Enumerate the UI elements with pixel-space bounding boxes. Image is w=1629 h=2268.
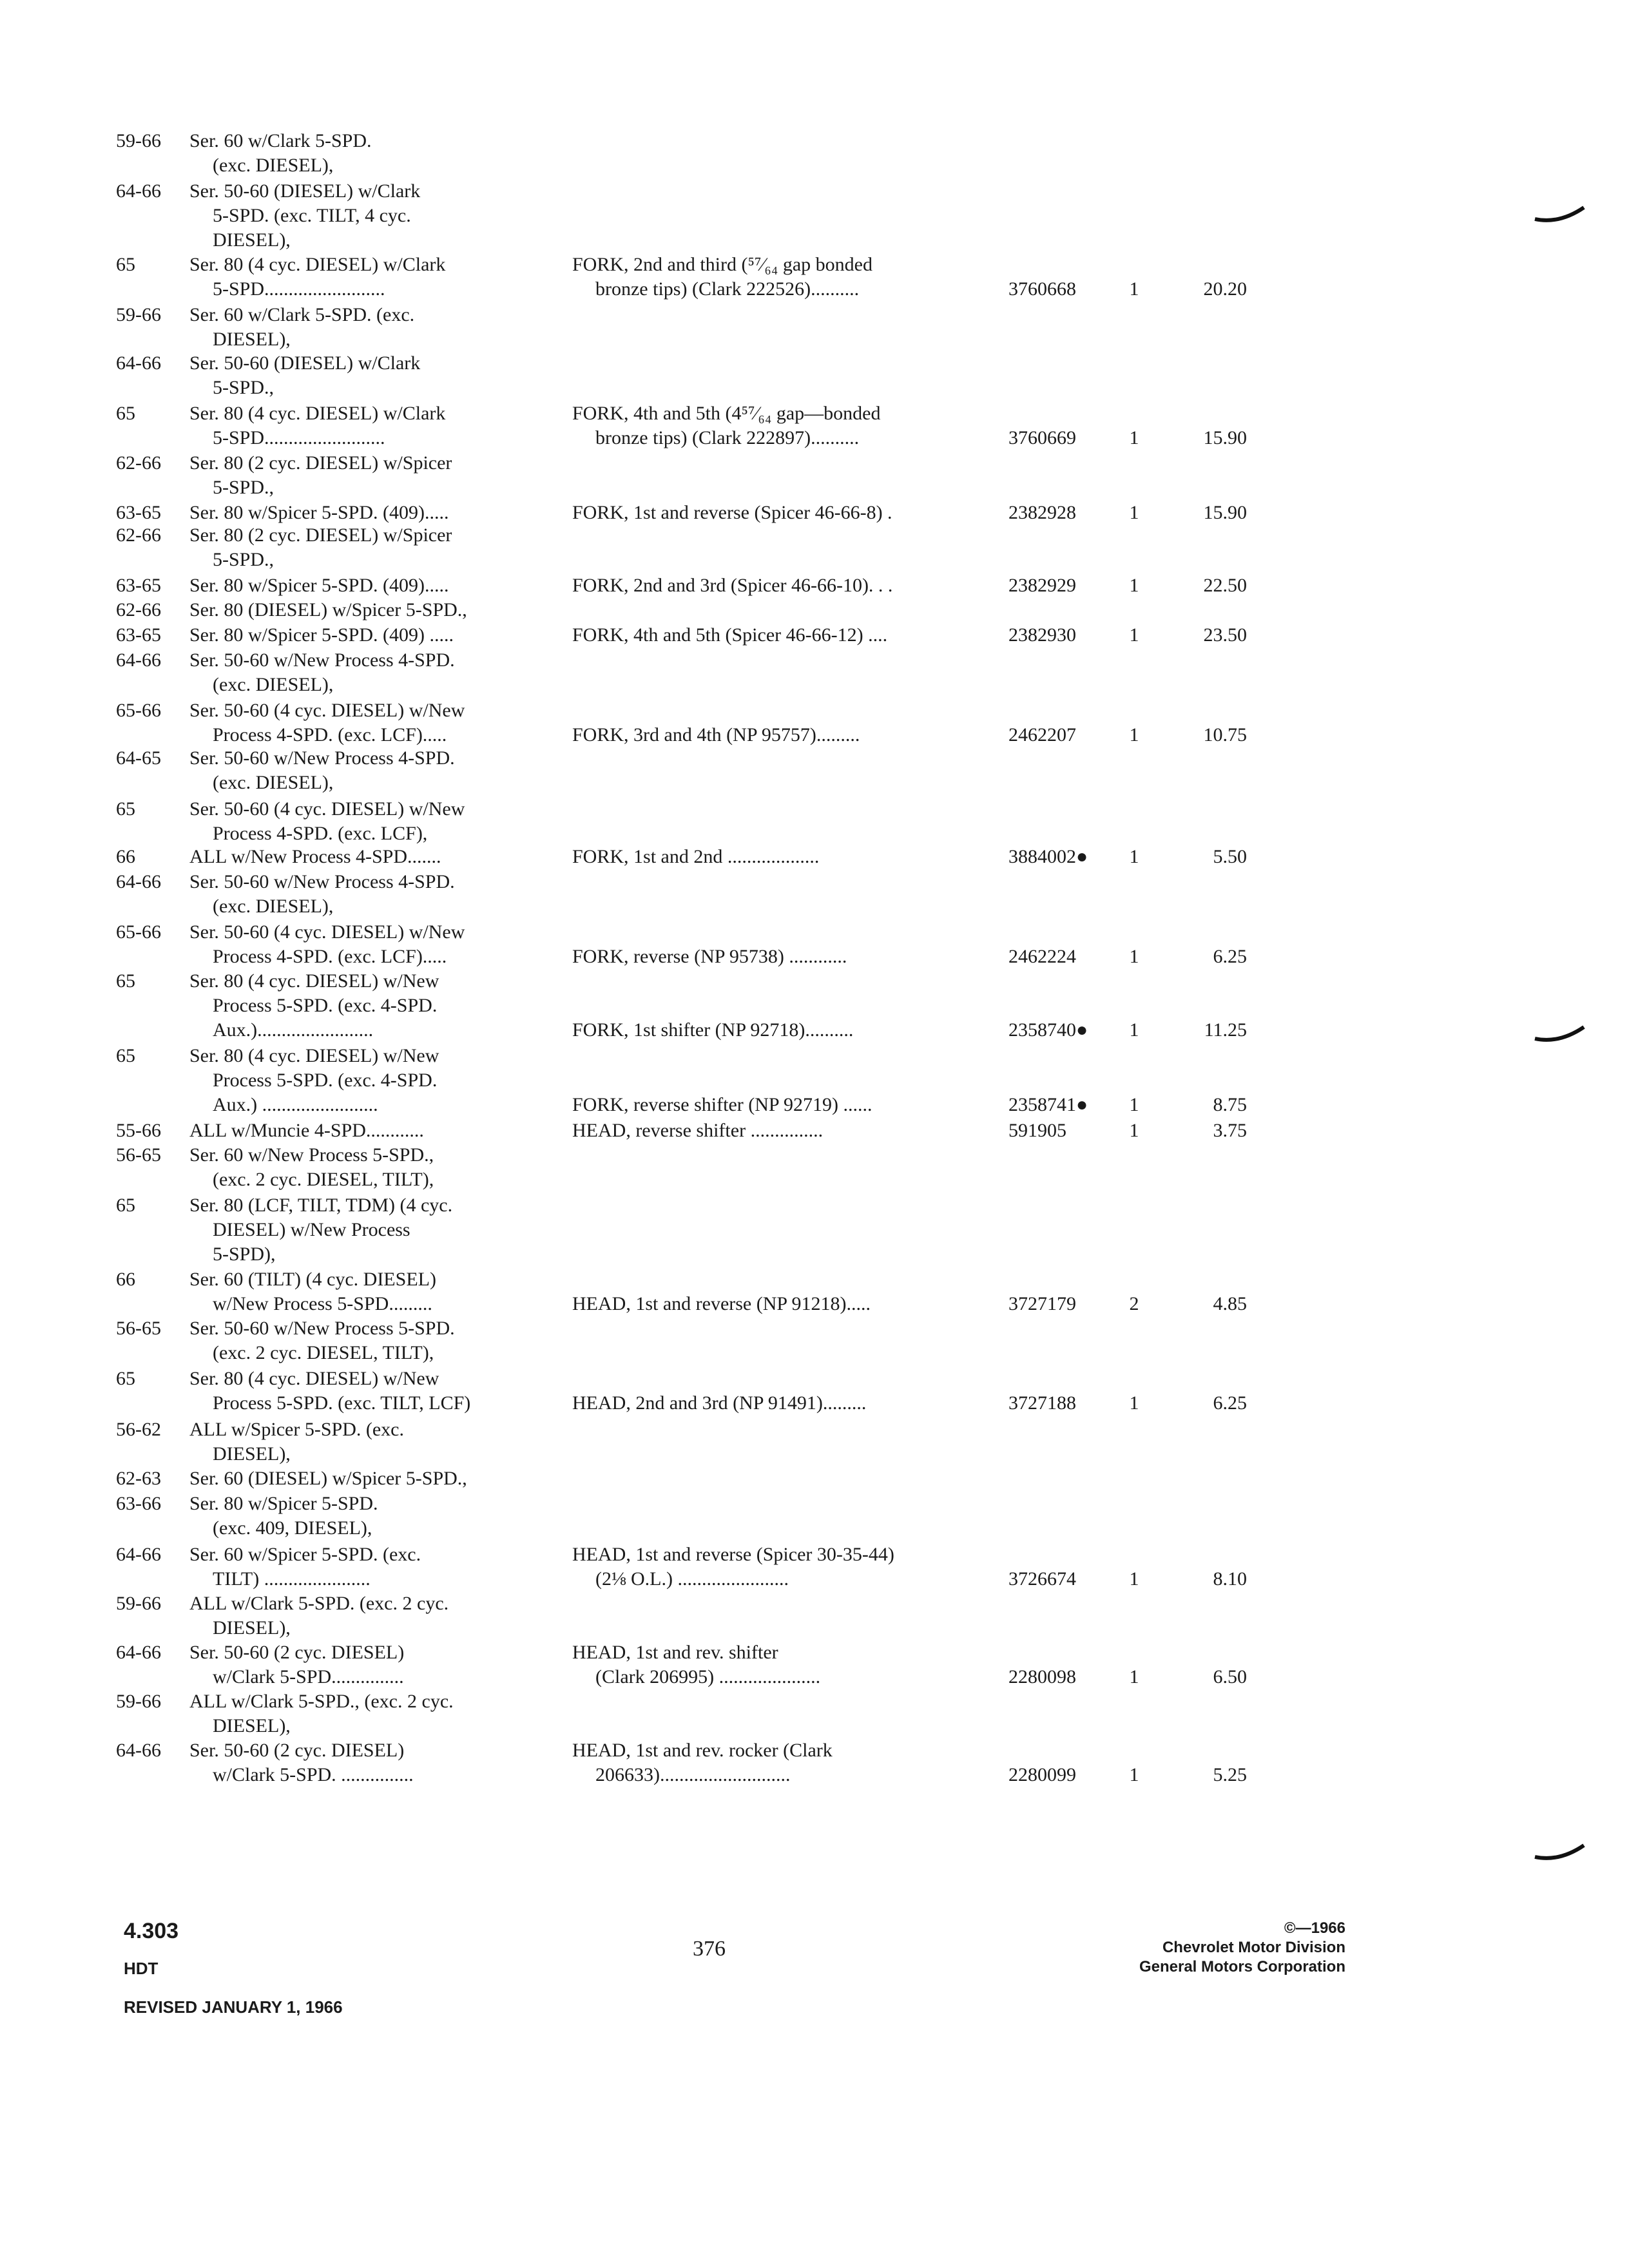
application-text: Ser. 80 (2 cyc. DIESEL) w/Spicer xyxy=(189,524,452,546)
application-text: DIESEL), xyxy=(213,1443,291,1465)
list-price: 5.50 xyxy=(1213,846,1247,867)
part-description: HEAD, 1st and rev. rocker (Clark xyxy=(572,1740,833,1761)
section-number: 4.303 xyxy=(124,1919,179,1943)
part-number: 2358741● xyxy=(1008,1094,1088,1115)
application-text: ALL w/Spicer 5-SPD. (exc. xyxy=(189,1419,404,1440)
quantity: 1 xyxy=(1129,1392,1139,1414)
binder-hole-mark-bottom xyxy=(1534,1843,1585,1862)
quantity: 1 xyxy=(1129,502,1139,523)
binder-hole-mark-middle xyxy=(1534,1024,1585,1044)
application-text: (exc. DIESEL), xyxy=(213,155,334,176)
application-text: Ser. 80 (4 cyc. DIESEL) w/Clark xyxy=(189,403,446,424)
model-years: 64-65 xyxy=(116,747,161,769)
part-number: 2382928 xyxy=(1008,502,1076,523)
application-text: w/New Process 5-SPD......... xyxy=(213,1293,432,1314)
application-text: TILT) ...................... xyxy=(213,1568,371,1590)
application-text: DIESEL) w/New Process xyxy=(213,1219,410,1240)
model-code: HDT xyxy=(124,1959,159,1978)
part-description: HEAD, 1st and reverse (Spicer 30-35-44) xyxy=(572,1544,894,1565)
model-years: 62-63 xyxy=(116,1468,161,1489)
part-number: 3760668 xyxy=(1008,278,1076,300)
application-text: Ser. 60 w/Clark 5-SPD. xyxy=(189,130,372,151)
part-number: 591905 xyxy=(1008,1120,1066,1141)
part-number: 2462224 xyxy=(1008,946,1076,967)
model-years: 62-66 xyxy=(116,452,161,474)
model-years: 63-66 xyxy=(116,1493,161,1514)
application-text: (exc. 409, DIESEL), xyxy=(213,1517,372,1539)
application-text: Ser. 50-60 (4 cyc. DIESEL) w/New xyxy=(189,921,465,943)
model-years: 63-65 xyxy=(116,575,161,596)
part-description: FORK, 4th and 5th (4⁵⁷⁄₆₄ gap—bonded xyxy=(572,403,881,424)
part-number: 3884002● xyxy=(1008,846,1088,867)
model-years: 56-65 xyxy=(116,1144,161,1166)
list-price: 20.20 xyxy=(1203,278,1247,300)
list-price: 11.25 xyxy=(1204,1019,1247,1041)
model-years: 63-65 xyxy=(116,624,161,646)
part-description: HEAD, reverse shifter ............... xyxy=(572,1120,824,1141)
application-text: Ser. 80 (4 cyc. DIESEL) w/New xyxy=(189,1368,439,1389)
application-text: Ser. 50-60 (4 cyc. DIESEL) w/New xyxy=(189,700,465,721)
application-text: ALL w/Muncie 4-SPD............ xyxy=(189,1120,424,1141)
model-years: 64-66 xyxy=(116,649,161,671)
copyright: ©—1966 xyxy=(1284,1919,1345,1937)
model-years: 59-66 xyxy=(116,1593,161,1614)
application-text: Ser. 80 w/Spicer 5-SPD. (409)..... xyxy=(189,575,449,596)
application-text: ALL w/Clark 5-SPD., (exc. 2 cyc. xyxy=(189,1691,454,1712)
application-text: Ser. 80 (4 cyc. DIESEL) w/New xyxy=(189,1045,439,1066)
part-number: 2382929 xyxy=(1008,575,1076,596)
part-description: FORK, 1st and reverse (Spicer 46-66-8) . xyxy=(572,502,892,523)
application-text: ALL w/Clark 5-SPD. (exc. 2 cyc. xyxy=(189,1593,449,1614)
model-years: 65 xyxy=(116,254,135,275)
quantity: 1 xyxy=(1129,1568,1139,1590)
application-text: Ser. 80 w/Spicer 5-SPD. (409) ..... xyxy=(189,624,454,646)
application-text: DIESEL), xyxy=(213,229,291,251)
application-text: (exc. 2 cyc. DIESEL, TILT), xyxy=(213,1169,434,1190)
model-years: 62-66 xyxy=(116,599,161,620)
model-years: 65-66 xyxy=(116,700,161,721)
model-years: 64-66 xyxy=(116,1544,161,1565)
application-text: Ser. 60 (TILT) (4 cyc. DIESEL) xyxy=(189,1269,436,1290)
model-years: 65 xyxy=(116,1195,135,1216)
model-years: 66 xyxy=(116,846,135,867)
application-text: Ser. 60 w/Clark 5-SPD. (exc. xyxy=(189,304,415,325)
list-price: 23.50 xyxy=(1203,624,1247,646)
part-description: FORK, reverse shifter (NP 92719) ...... xyxy=(572,1094,872,1115)
list-price: 15.90 xyxy=(1203,427,1247,448)
list-price: 10.75 xyxy=(1203,724,1247,745)
quantity: 1 xyxy=(1129,724,1139,745)
part-description: FORK, 4th and 5th (Spicer 46-66-12) .... xyxy=(572,624,888,646)
application-text: 5-SPD......................... xyxy=(213,427,385,448)
application-text: Ser. 50-60 (DIESEL) w/Clark xyxy=(189,180,421,202)
list-price: 8.10 xyxy=(1213,1568,1247,1590)
application-text: Ser. 80 (4 cyc. DIESEL) w/Clark xyxy=(189,254,446,275)
model-years: 65 xyxy=(116,403,135,424)
application-text: Process 5-SPD. (exc. TILT, LCF) xyxy=(213,1392,471,1414)
quantity: 1 xyxy=(1129,846,1139,867)
quantity: 2 xyxy=(1129,1293,1139,1314)
application-text: DIESEL), xyxy=(213,1617,291,1639)
application-text: (exc. 2 cyc. DIESEL, TILT), xyxy=(213,1342,434,1363)
quantity: 1 xyxy=(1129,624,1139,646)
division-name: Chevrolet Motor Division xyxy=(1162,1939,1345,1956)
binder-hole-mark-top xyxy=(1534,205,1585,224)
application-text: Process 4-SPD. (exc. LCF), xyxy=(213,823,428,844)
model-years: 59-66 xyxy=(116,130,161,151)
application-text: Ser. 50-60 (DIESEL) w/Clark xyxy=(189,352,421,374)
part-description: FORK, 2nd and third (⁵⁷⁄₆₄ gap bonded xyxy=(572,254,872,275)
part-number: 2382930 xyxy=(1008,624,1076,646)
quantity: 1 xyxy=(1129,1094,1139,1115)
part-description: HEAD, 2nd and 3rd (NP 91491)......... xyxy=(572,1392,867,1414)
application-text: Ser. 80 (LCF, TILT, TDM) (4 cyc. xyxy=(189,1195,453,1216)
application-text: Ser. 60 w/Spicer 5-SPD. (exc. xyxy=(189,1544,421,1565)
application-text: 5-SPD......................... xyxy=(213,278,385,300)
model-years: 64-66 xyxy=(116,1740,161,1761)
part-description: FORK, 2nd and 3rd (Spicer 46-66-10). . . xyxy=(572,575,893,596)
list-price: 6.25 xyxy=(1213,946,1247,967)
quantity: 1 xyxy=(1129,575,1139,596)
list-price: 15.90 xyxy=(1203,502,1247,523)
part-number: 3760669 xyxy=(1008,427,1076,448)
quantity: 1 xyxy=(1129,1120,1139,1141)
part-description: FORK, 1st shifter (NP 92718).......... xyxy=(572,1019,854,1041)
model-years: 59-66 xyxy=(116,1691,161,1712)
part-description: bronze tips) (Clark 222897).......... xyxy=(595,427,860,448)
application-text: (exc. DIESEL), xyxy=(213,896,334,917)
application-text: Ser. 80 (2 cyc. DIESEL) w/Spicer xyxy=(189,452,452,474)
list-price: 3.75 xyxy=(1213,1120,1247,1141)
application-text: Ser. 80 w/Spicer 5-SPD. (409)..... xyxy=(189,502,449,523)
application-text: 5-SPD., xyxy=(213,477,275,498)
part-description: FORK, 1st and 2nd ................... xyxy=(572,846,820,867)
application-text: 5-SPD), xyxy=(213,1244,276,1265)
part-description: bronze tips) (Clark 222526).......... xyxy=(595,278,860,300)
application-text: Aux.)........................ xyxy=(213,1019,374,1041)
model-years: 65 xyxy=(116,1045,135,1066)
list-price: 6.50 xyxy=(1213,1666,1247,1687)
part-number: 3726674 xyxy=(1008,1568,1076,1590)
application-text: Ser. 50-60 w/New Process 4-SPD. xyxy=(189,871,455,892)
part-number: 2462207 xyxy=(1008,724,1076,745)
quantity: 1 xyxy=(1129,1019,1139,1041)
quantity: 1 xyxy=(1129,1666,1139,1687)
quantity: 1 xyxy=(1129,946,1139,967)
application-text: (exc. DIESEL), xyxy=(213,674,334,695)
model-years: 64-66 xyxy=(116,180,161,202)
application-text: Process 5-SPD. (exc. 4-SPD. xyxy=(213,1070,438,1091)
list-price: 22.50 xyxy=(1203,575,1247,596)
part-description: FORK, reverse (NP 95738) ............ xyxy=(572,946,847,967)
quantity: 1 xyxy=(1129,278,1139,300)
part-number: 3727179 xyxy=(1008,1293,1076,1314)
application-text: (exc. DIESEL), xyxy=(213,772,334,793)
application-text: Process 4-SPD. (exc. LCF)..... xyxy=(213,724,447,745)
model-years: 55-66 xyxy=(116,1120,161,1141)
application-text: 5-SPD., xyxy=(213,377,275,398)
application-text: 5-SPD. (exc. TILT, 4 cyc. xyxy=(213,205,411,226)
revision-date: REVISED JANUARY 1, 1966 xyxy=(124,1997,343,2017)
corporation-name: General Motors Corporation xyxy=(1139,1958,1345,1975)
model-years: 65 xyxy=(116,798,135,820)
part-description: 206633)........................... xyxy=(595,1764,791,1785)
part-number: 2280099 xyxy=(1008,1764,1076,1785)
model-years: 63-65 xyxy=(116,502,161,523)
application-text: Aux.) ........................ xyxy=(213,1094,378,1115)
part-description: HEAD, 1st and rev. shifter xyxy=(572,1642,778,1663)
application-text: Ser. 50-60 (2 cyc. DIESEL) xyxy=(189,1740,405,1761)
quantity: 1 xyxy=(1129,427,1139,448)
application-text: Process 5-SPD. (exc. 4-SPD. xyxy=(213,995,438,1016)
application-text: Ser. 60 (DIESEL) w/Spicer 5-SPD., xyxy=(189,1468,467,1489)
part-number: 3727188 xyxy=(1008,1392,1076,1414)
application-text: DIESEL), xyxy=(213,1715,291,1736)
application-text: DIESEL), xyxy=(213,329,291,350)
part-number: 2358740● xyxy=(1008,1019,1088,1041)
quantity: 1 xyxy=(1129,1764,1139,1785)
model-years: 64-66 xyxy=(116,352,161,374)
application-text: Ser. 80 (4 cyc. DIESEL) w/New xyxy=(189,970,439,992)
model-years: 56-65 xyxy=(116,1318,161,1339)
part-description: (Clark 206995) ..................... xyxy=(595,1666,821,1687)
list-price: 5.25 xyxy=(1213,1764,1247,1785)
model-years: 56-62 xyxy=(116,1419,161,1440)
part-description: HEAD, 1st and reverse (NP 91218)..... xyxy=(572,1293,871,1314)
list-price: 8.75 xyxy=(1213,1094,1247,1115)
application-text: Ser. 50-60 w/New Process 4-SPD. xyxy=(189,747,455,769)
list-price: 6.25 xyxy=(1213,1392,1247,1414)
page-number: 376 xyxy=(693,1937,726,1961)
application-text: Ser. 50-60 (2 cyc. DIESEL) xyxy=(189,1642,405,1663)
application-text: Ser. 50-60 (4 cyc. DIESEL) w/New xyxy=(189,798,465,820)
application-text: Process 4-SPD. (exc. LCF)..... xyxy=(213,946,447,967)
application-text: Ser. 50-60 w/New Process 5-SPD. xyxy=(189,1318,455,1339)
part-number: 2280098 xyxy=(1008,1666,1076,1687)
application-text: Ser. 80 w/Spicer 5-SPD. xyxy=(189,1493,378,1514)
application-text: 5-SPD., xyxy=(213,549,275,570)
application-text: ALL w/New Process 4-SPD....... xyxy=(189,846,441,867)
part-description: (2⅛ O.L.) ....................... xyxy=(595,1568,789,1590)
application-text: Ser. 60 w/New Process 5-SPD., xyxy=(189,1144,434,1166)
application-text: Ser. 80 (DIESEL) w/Spicer 5-SPD., xyxy=(189,599,467,620)
application-text: w/Clark 5-SPD. ............... xyxy=(213,1764,414,1785)
model-years: 65 xyxy=(116,1368,135,1389)
model-years: 62-66 xyxy=(116,524,161,546)
model-years: 64-66 xyxy=(116,871,161,892)
list-price: 4.85 xyxy=(1213,1293,1247,1314)
model-years: 64-66 xyxy=(116,1642,161,1663)
model-years: 65-66 xyxy=(116,921,161,943)
application-text: w/Clark 5-SPD............... xyxy=(213,1666,404,1687)
part-description: FORK, 3rd and 4th (NP 95757)......... xyxy=(572,724,860,745)
model-years: 65 xyxy=(116,970,135,992)
application-text: Ser. 50-60 w/New Process 4-SPD. xyxy=(189,649,455,671)
model-years: 66 xyxy=(116,1269,135,1290)
model-years: 59-66 xyxy=(116,304,161,325)
